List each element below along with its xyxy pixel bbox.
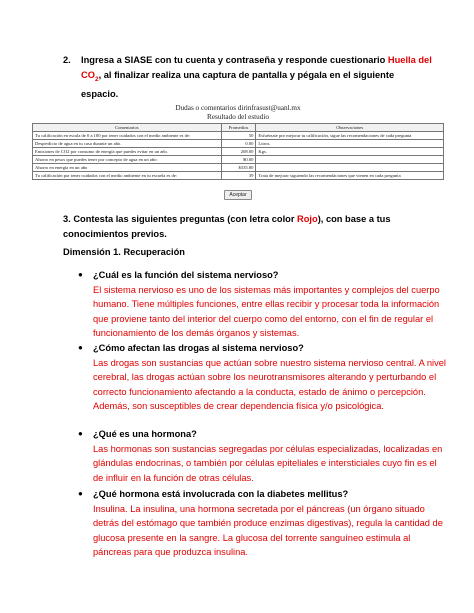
- bullet-icon: ●: [78, 429, 83, 438]
- question-3-text-after: ), con base a tus conocimientos previos.: [63, 214, 391, 239]
- row-comment: Ahorro en pesos que puedes tener por concepto de agua en un año:: [33, 156, 222, 164]
- item-answer: Insulina. La insulina, una hormona secretada por el páncreas (un órgano situado detrás del estómago que también produce enzimas digestivas), regula la cantidad de glucosa presente en la sangre. La glucosa del torrente sanguíneo estimula al páncreas para que produzca insulina.: [93, 503, 443, 557]
- header-comentarios: Comentarios: [33, 124, 222, 132]
- row-value: 0.00: [221, 140, 256, 148]
- bullet-icon: ●: [78, 343, 83, 352]
- row-value: 208.00: [221, 148, 256, 156]
- row-value: $335.80: [221, 164, 256, 172]
- table-row: [33, 156, 444, 164]
- item-question: ¿Qué hormona está involucrada con la diabetes mellitus?: [93, 489, 349, 499]
- results-title: Resultado del estudio: [207, 113, 269, 121]
- question-3-text-before: 3. Contesta las siguientes preguntas (con letra color: [63, 214, 298, 224]
- row-comment: Tu calificación por tener cuidados con el medio ambiente en tu escuela es de:: [33, 172, 222, 180]
- results-table: [32, 123, 444, 180]
- button-wrap: [32, 183, 444, 201]
- table-row: [33, 164, 444, 172]
- header-observaciones: Observaciones: [256, 124, 444, 132]
- row-value: 39: [221, 172, 256, 180]
- accept-button[interactable]: Aceptar: [224, 190, 251, 200]
- header-promedios: Promedios: [221, 124, 256, 132]
- question-2-highlight-text: Huella del CO: [81, 55, 432, 80]
- table-row: [33, 172, 444, 180]
- results-header-row: [33, 124, 444, 132]
- question-2-number: 2.: [63, 55, 71, 65]
- question-2-text-before: Ingresa a SIASE con tu cuenta y contraseña y responde cuestionario: [81, 55, 388, 65]
- question-2-text: [81, 53, 433, 101]
- bullet-icon: ●: [78, 270, 83, 279]
- row-value: 50: [221, 132, 256, 140]
- item-answer: El sistema nervioso es uno de los sistemas más importantes y complejos del cuerpo humano. Tiene múltiples funciones, entre ellas recibir y procesar toda la información que proviene tanto del interior del cuerpo como del entorno, con el fin de regular el funcionamiento de los demás órganos y sistemas.: [93, 284, 440, 338]
- row-observation: Trata de mejorar siguiendo las recomendaciones que vienen en cada pregunta: [256, 172, 444, 180]
- contact-line: Dudas o comentarios dirinfrasust@uanl.mx: [175, 104, 301, 112]
- question-2-subscript: 2: [94, 75, 99, 83]
- row-comment: Tu calificación en escala de 0 a 100 por tener cuidados con el medio ambiente es de:: [33, 132, 222, 140]
- item-question: ¿Cuál es la función del sistema nervioso?: [93, 270, 279, 280]
- table-row: [33, 132, 444, 140]
- results-screenshot: [32, 104, 444, 201]
- item-answer: Las hormonas son sustancias segregadas por células especializadas, localizadas en glándulas endocrinas, o también por células epiteliales e intersticiales cuyo fin es el de influir en la función de otras células.: [93, 443, 443, 483]
- row-comment: Desperdicio de agua en tu casa durante un año.: [33, 140, 222, 148]
- row-comment: Emisiones de CO2 por consumo de energía que puedes evitar en un año.: [33, 148, 222, 156]
- row-value: $0.00: [221, 156, 256, 164]
- row-observation: Esfuérzate por mejorar tu calificación, sigue las recomendaciones de cada pregunta: [256, 132, 444, 140]
- question-3: [63, 212, 433, 241]
- table-row: [33, 140, 444, 148]
- dimension-heading: Dimensión 1. Recuperación: [63, 247, 185, 257]
- item-question: ¿Qué es una hormona?: [93, 429, 197, 439]
- row-observation: Kgs.: [256, 148, 444, 156]
- bullet-icon: ●: [78, 489, 83, 498]
- row-observation: [256, 156, 444, 164]
- row-observation: [256, 164, 444, 172]
- question-3-highlight: Rojo: [297, 214, 318, 224]
- question-2-text-after: , al finalizar realiza una captura de pantalla y pégala en el siguiente espacio.: [81, 69, 395, 99]
- row-comment: Ahorro en energía en un año: [33, 164, 222, 172]
- row-observation: Litros.: [256, 140, 444, 148]
- item-answer: Las drogas son sustancias que actúan sobre nuestro sistema nervioso central. A nivel cerebral, las drogas actúan sobre los neurotransmisores alterando y perturbando el correcto funcionamiento afectando a la conducta, estado de ánimo o percepción. Además, son susceptibles de crear dependencia física y/o psicológica.: [93, 357, 446, 411]
- item-question: ¿Cómo afectan las drogas al sistema nervioso?: [93, 343, 304, 353]
- table-row: [33, 148, 444, 156]
